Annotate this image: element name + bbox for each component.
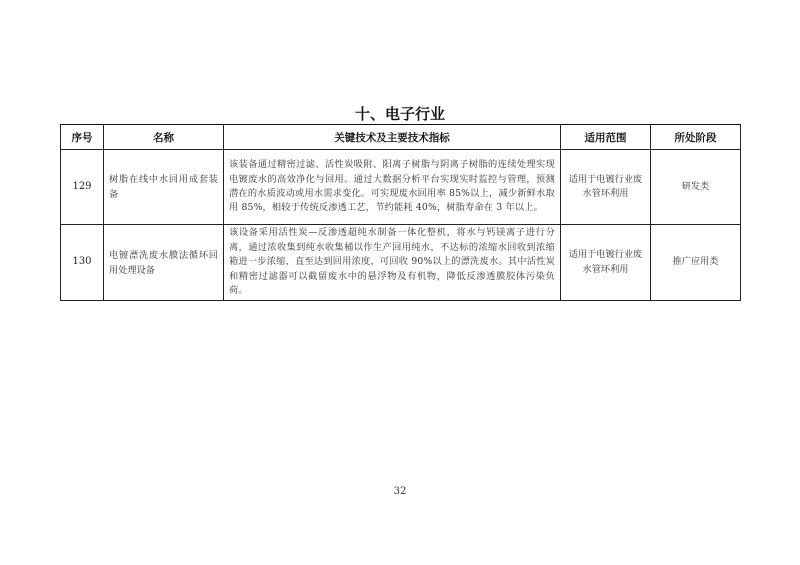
row-scope: 适用于电镀行业废水管环利用: [561, 150, 651, 225]
row-stage: 研发类: [651, 150, 741, 225]
header-number: 序号: [61, 125, 104, 150]
row-scope: 适用于电镀行业废水管环利用: [561, 225, 651, 301]
page-number: 32: [393, 486, 407, 497]
row-name: 电镀漂洗废水膜法循环回用处理设备: [104, 225, 224, 301]
table-header-row: [61, 125, 741, 150]
table-row: [61, 225, 741, 301]
table-row: [61, 150, 741, 225]
section-title: 十、电子行业: [354, 105, 445, 123]
header-scope: 适用范围: [561, 125, 651, 150]
header-name: 名称: [104, 125, 224, 150]
row-description: 该设备采用活性炭—反渗透超纯水制备一体化整机，将水与钙镁离子进行分离，通过浓收集到纯水收集桶以作生产回用纯水，不达标的浓缩水回收到浓缩箱进一步浓缩，直至达到回用浓度，可回收 90%以上的漂洗废水。其中活性炭和精密过滤器可以截留废水中的悬浮物及有机物，降低反渗透膜胶体污染负荷。: [224, 225, 561, 301]
row-number: 130: [61, 225, 104, 301]
row-name: 树脂在线中水回用成套装备: [104, 150, 224, 225]
technology-table: [60, 124, 741, 301]
row-stage: 推广应用类: [651, 225, 741, 301]
header-stage: 所处阶段: [651, 125, 741, 150]
header-key-technology: 关键技术及主要技术指标: [224, 125, 561, 150]
row-number: 129: [61, 150, 104, 225]
row-description: 该装备通过精密过滤、活性炭吸附、阳离子树脂与阴离子树脂的连续处理实现电镀废水的高效净化与回用。通过大数据分析平台实现实时监控与管理，预测潜在的水质波动或用水需求变化。可实现废水回用率 85%以上，减少新鲜水取用 85%，相较于传统反渗透工艺，节约能耗 40%，树脂寿命在 3 年以上。: [224, 150, 561, 225]
